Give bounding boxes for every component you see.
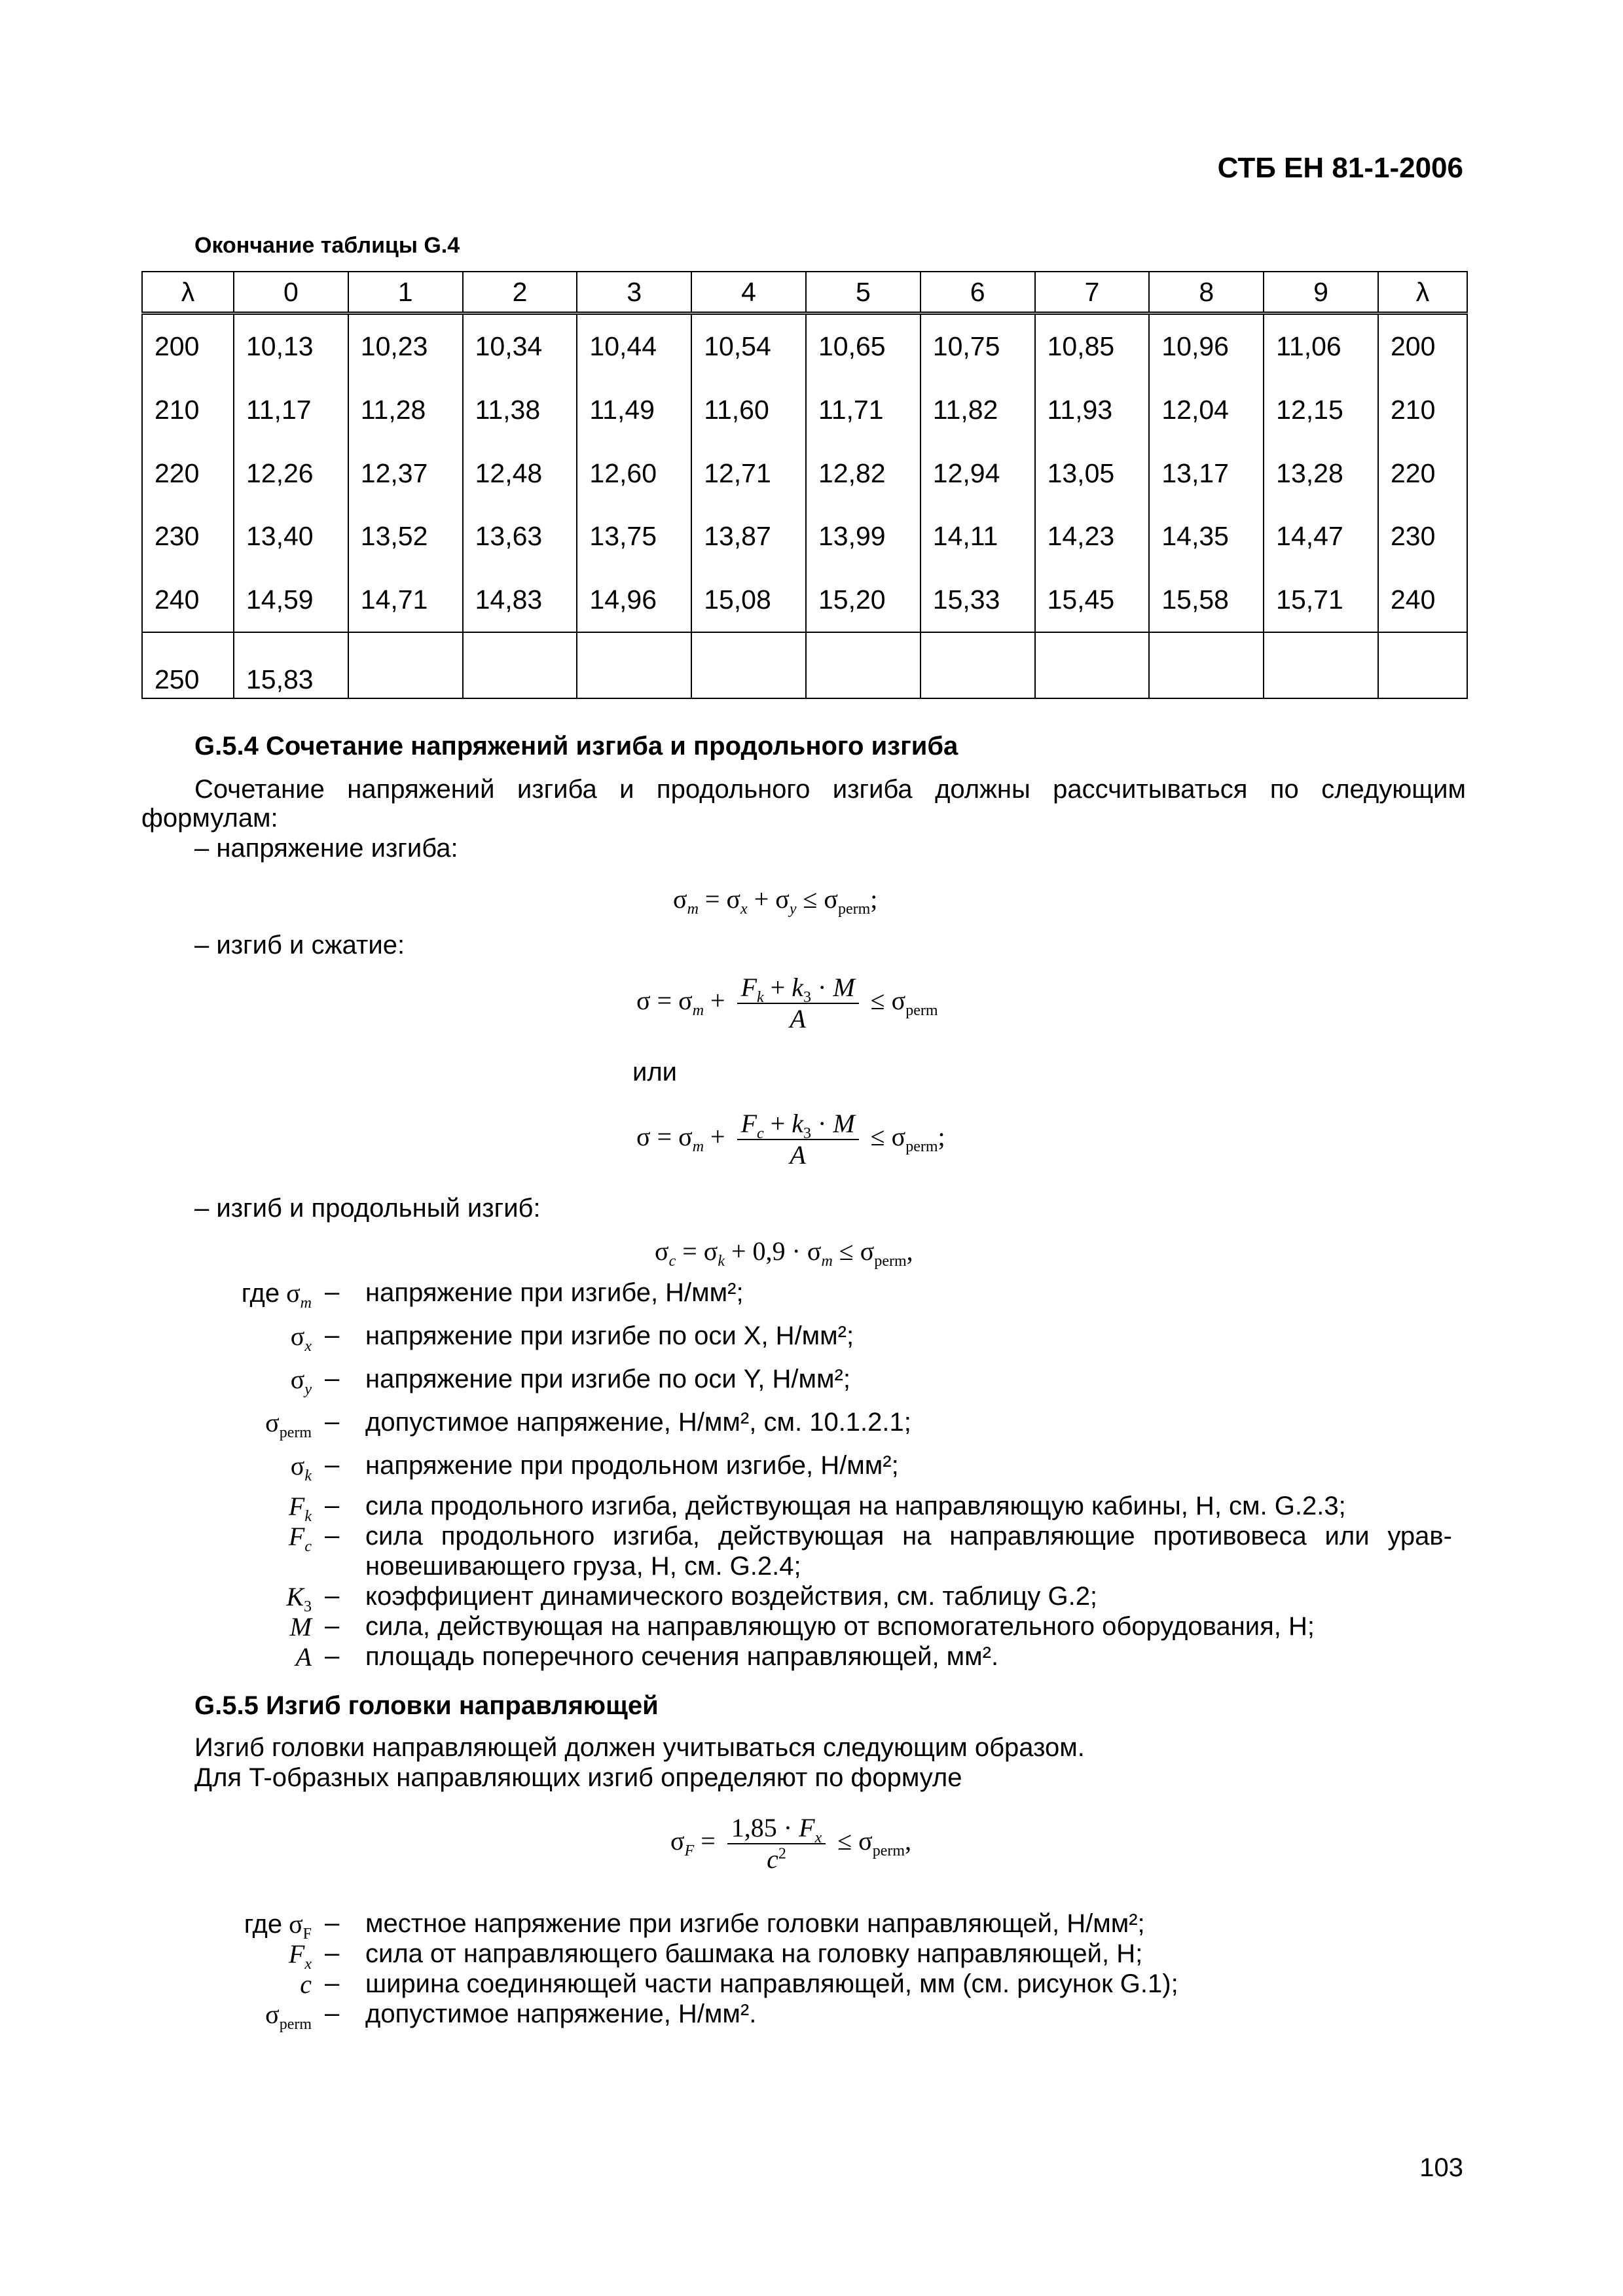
variable-symbol: $F_c$: [288, 1522, 312, 1555]
table-cell: 210: [142, 378, 234, 442]
table-cell: [1264, 632, 1378, 698]
variable-symbol: $F_x$: [288, 1939, 312, 1973]
table-cell: 13,05: [1035, 442, 1150, 505]
variable-description: сила продольного изгиба, действующая на направляющую кабины, Н, см. G.2.3;: [365, 1492, 1346, 1520]
table-header-row: [142, 272, 1467, 314]
table-cell: 14,11: [921, 505, 1035, 568]
table-cell: 12,26: [234, 442, 348, 505]
table-cell: 11,28: [348, 378, 463, 442]
table-row: [142, 505, 1467, 568]
variable-symbol: A: [295, 1642, 312, 1672]
table-row: [142, 632, 1467, 698]
dash: –: [325, 1939, 340, 1967]
dash: –: [325, 1641, 340, 1670]
variable-description: площадь поперечного сечения направляющей, мм².: [365, 1642, 999, 1671]
variable-description: напряжение при продольном изгибе, Н/мм²;: [365, 1451, 899, 1480]
table-row: [142, 442, 1467, 505]
variable-description: допустимое напряжение, Н/мм².: [365, 2000, 757, 2028]
variable-description: напряжение при изгибе по оси Y, Н/мм²;: [365, 1365, 850, 1393]
table-cell: 15,20: [806, 568, 921, 632]
table-cell: 13,99: [806, 505, 921, 568]
dash: –: [325, 1909, 340, 1937]
header-cell: 8: [1149, 272, 1264, 314]
header-cell: 7: [1035, 272, 1150, 314]
table-cell: 12,60: [577, 442, 691, 505]
variable-symbol: $\sigma_k$: [290, 1451, 312, 1484]
variable-description: допустимое напряжение, Н/мм², см. 10.1.2.1;: [365, 1408, 911, 1437]
variable-symbol: $K_3$: [286, 1582, 312, 1615]
header-cell: 4: [691, 272, 806, 314]
variable-symbol: M: [289, 1612, 312, 1641]
variable-description: напряжение при изгибе по оси X, Н/мм²;: [365, 1321, 854, 1350]
variable-description: сила от направляющего башмака на головку направляющей, Н;: [365, 1939, 1143, 1968]
dash: –: [325, 1581, 340, 1610]
list-item: – напряжение изгиба:: [194, 834, 458, 863]
table-cell: 10,34: [463, 314, 577, 378]
table-cell: 230: [1378, 505, 1467, 568]
variable-description: сила, действующая на направляющую от вспомогательного оборудования, Н;: [365, 1612, 1315, 1641]
header-cell: 6: [921, 272, 1035, 314]
table-cell: [806, 632, 921, 698]
table-cell: 10,85: [1035, 314, 1150, 378]
table-cell: 250: [142, 632, 234, 698]
table-cell: 15,83: [234, 632, 348, 698]
table-cell: 12,37: [348, 442, 463, 505]
table-cell: 11,60: [691, 378, 806, 442]
variable-symbol: $\sigma_{perm}$: [265, 2000, 312, 2033]
table-cell: 13,40: [234, 505, 348, 568]
formula-bending-compression-alt: $\sigma = \sigma_m$ + $\frac{F_c + k_3 \cdot M}{A}$ ≤ $\sigma_{perm}$;: [636, 1109, 945, 1170]
table-cell: 12,94: [921, 442, 1035, 505]
table-cell: 14,47: [1264, 505, 1378, 568]
page-number: 103: [1419, 2153, 1463, 2182]
table-cell: 11,71: [806, 378, 921, 442]
table-cell: [463, 632, 577, 698]
table-cell: 15,08: [691, 568, 806, 632]
table-cell: 14,59: [234, 568, 348, 632]
dash: –: [325, 1450, 340, 1479]
variable-description: коэффициент динамического воздействия, см. таблицу G.2;: [365, 1582, 1098, 1611]
intro-line: Сочетание напряжений изгиба и продольного изгиба должны рассчитываться по следующим: [194, 775, 1466, 804]
table-cell: 12,48: [463, 442, 577, 505]
table-cell: [1378, 632, 1467, 698]
variable-description: ширина соединяющей части направляющей, мм (см. рисунок G.1);: [365, 1969, 1178, 1998]
table-cell: 15,71: [1264, 568, 1378, 632]
table-cell: 13,87: [691, 505, 806, 568]
table-cell: 11,82: [921, 378, 1035, 442]
variable-description: местное напряжение при изгибе головки направляющей, Н/мм²;: [365, 1909, 1145, 1938]
table-cell: 210: [1378, 378, 1467, 442]
table-cell: 11,38: [463, 378, 577, 442]
table-cell: 10,75: [921, 314, 1035, 378]
intro-line: формулам:: [141, 804, 278, 833]
document-code: СТБ ЕН 81-1-2006: [1217, 152, 1463, 184]
table-cell: 11,17: [234, 378, 348, 442]
table-cell: [1035, 632, 1150, 698]
variable-symbol: где $\sigma_m$: [241, 1278, 312, 1312]
table-cell: 200: [142, 314, 234, 378]
table-cell: 220: [142, 442, 234, 505]
variable-symbol: $F_k$: [288, 1492, 312, 1525]
table-cell: [691, 632, 806, 698]
table-cell: 12,04: [1149, 378, 1264, 442]
table-cell: 13,75: [577, 505, 691, 568]
dash: –: [325, 1278, 340, 1306]
list-item: – изгиб и продольный изгиб:: [194, 1194, 541, 1223]
variable-symbol: где $\sigma_F$: [244, 1909, 312, 1943]
paragraph-line: Для T-образных направляющих изгиб определяют по формуле: [194, 1763, 962, 1792]
variable-symbol: $\sigma_{perm}$: [265, 1408, 312, 1441]
variable-description: сила продольного изгиба, действующая на направляющие противовеса или урав-: [365, 1522, 1452, 1551]
or-word: или: [632, 1058, 678, 1086]
table-cell: 14,96: [577, 568, 691, 632]
where-word: где: [241, 1279, 280, 1308]
formula-bending-compression: $\sigma = \sigma_m$ + $\frac{F_k + k_3 \cdot M}{A}$ ≤ $\sigma_{perm}$: [636, 973, 938, 1033]
table-cell: 10,65: [806, 314, 921, 378]
section-heading-g554: G.5.4 Сочетание напряжений изгиба и продольного изгиба: [194, 732, 958, 761]
table-cell: 12,71: [691, 442, 806, 505]
variable-symbol: $\sigma_y$: [290, 1365, 312, 1398]
header-cell: λ: [1378, 272, 1467, 314]
variable-symbol: $\sigma_x$: [290, 1321, 312, 1355]
list-item: – изгиб и сжатие:: [194, 931, 405, 960]
dash: –: [325, 1521, 340, 1550]
formula-buckling: $\sigma_c = \sigma_k + 0,9 \cdot \sigma_m \le \sigma_{perm}$,: [655, 1236, 913, 1270]
header-cell: 3: [577, 272, 691, 314]
table-cell: 14,71: [348, 568, 463, 632]
header-cell: 2: [463, 272, 577, 314]
table-cell: 15,33: [921, 568, 1035, 632]
section-heading-g555: G.5.5 Изгиб головки направляющей: [194, 1691, 659, 1720]
table-cell: 230: [142, 505, 234, 568]
header-cell: 5: [806, 272, 921, 314]
table-cell: 15,58: [1149, 568, 1264, 632]
table-cell: 10,44: [577, 314, 691, 378]
table-cell: [1149, 632, 1264, 698]
table-cell: 10,54: [691, 314, 806, 378]
table-cell: 11,49: [577, 378, 691, 442]
paragraph-line: Изгиб головки направляющей должен учитываться следующим образом.: [194, 1733, 1085, 1762]
where-word: где: [244, 1910, 283, 1939]
variable-symbol: c: [300, 1969, 312, 1999]
table-cell: [921, 632, 1035, 698]
table-row: [142, 568, 1467, 632]
table-cell: 240: [142, 568, 234, 632]
table-row: [142, 378, 1467, 442]
header-cell: λ: [142, 272, 234, 314]
table-cell: 200: [1378, 314, 1467, 378]
table-cell: 220: [1378, 442, 1467, 505]
header-cell: 1: [348, 272, 463, 314]
table-cell: 13,63: [463, 505, 577, 568]
formula-bending-stress: $\sigma_m = \sigma_x + \sigma_y \le \sigma_{perm}$;: [673, 884, 878, 918]
table-g4: [141, 271, 1468, 699]
table-cell: 10,96: [1149, 314, 1264, 378]
table-cell: 14,35: [1149, 505, 1264, 568]
dash: –: [325, 1969, 340, 1998]
dash: –: [325, 1407, 340, 1436]
table-cell: 10,23: [348, 314, 463, 378]
formula-head-bending: $\sigma_F$ = $\frac{1,85 \cdot F_x}{c^2}$ ≤ $\sigma_{perm}$,: [670, 1813, 912, 1874]
table-cell: 13,28: [1264, 442, 1378, 505]
table-cell: 10,13: [234, 314, 348, 378]
table-cell: 14,23: [1035, 505, 1150, 568]
variable-description: напряжение при изгибе, Н/мм²;: [365, 1278, 744, 1307]
table-cell: 15,45: [1035, 568, 1150, 632]
header-cell: 0: [234, 272, 348, 314]
table-cell: 12,82: [806, 442, 921, 505]
table-cell: [348, 632, 463, 698]
table-cell: 13,17: [1149, 442, 1264, 505]
dash: –: [325, 1364, 340, 1393]
table-row: [142, 314, 1467, 378]
dash: –: [325, 1321, 340, 1350]
table-cell: 240: [1378, 568, 1467, 632]
table-cell: 14,83: [463, 568, 577, 632]
header-cell: 9: [1264, 272, 1378, 314]
dash: –: [325, 1491, 340, 1520]
table-caption: Окончание таблицы G.4: [194, 233, 460, 258]
table-cell: 11,93: [1035, 378, 1150, 442]
dash: –: [325, 1999, 340, 2028]
dash: –: [325, 1611, 340, 1640]
table-cell: [577, 632, 691, 698]
variable-description-continued: новешивающего груза, Н, см. G.2.4;: [365, 1552, 801, 1581]
table-cell: 12,15: [1264, 378, 1378, 442]
table-cell: 13,52: [348, 505, 463, 568]
table-cell: 11,06: [1264, 314, 1378, 378]
